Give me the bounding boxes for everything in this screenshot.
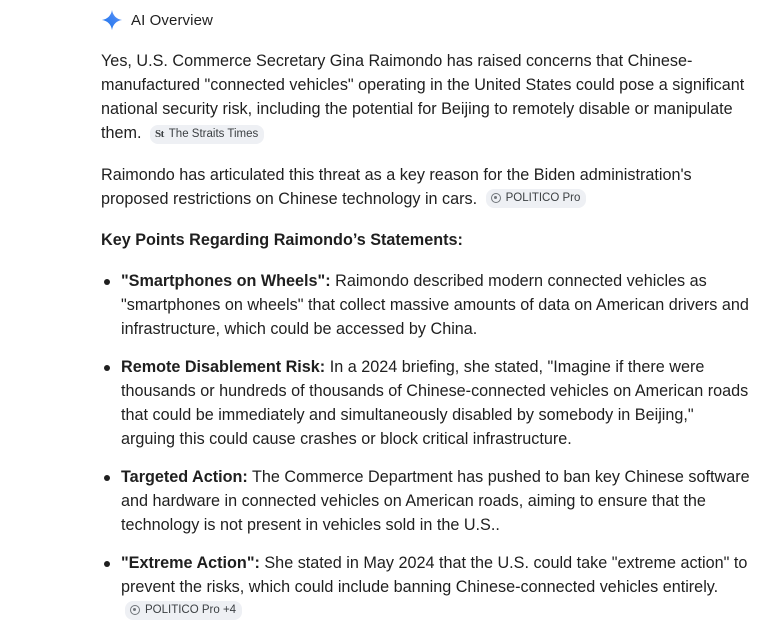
point-title: Targeted Action: [121, 468, 248, 486]
point-title: "Smartphones on Wheels": [121, 272, 331, 290]
intro-text: Yes, U.S. Commerce Secretary Gina Raimondo has raised concerns that Chinese-manufactured "connected vehicles" operating in the United States could pose a significant national security risk, including the potential for Beijing to remotely disable or manipulate them. [101, 52, 745, 142]
source-chip-label: POLITICO Pro +4 [145, 603, 237, 616]
second-paragraph [101, 163, 751, 211]
point-text: Raimondo described modern connected vehicles as "smartphones on wheels" that collect massive amounts of data on American drivers and infrastructure, which could be accessed by China. [121, 272, 749, 338]
point-text: In a 2024 briefing, she stated, "Imagine if there were thousands or hundreds of thousands of Chinese-connected vehicles on American roads that could be immediately and simultaneously disabled by somebody in Beijing," arguing this could cause crashes or block critical infrastructure. [121, 358, 749, 448]
source-chip-label: POLITICO Pro [505, 191, 581, 204]
list-item [101, 269, 751, 341]
source-chip-politico-more[interactable] [125, 601, 242, 620]
list-item [101, 355, 751, 451]
point-text: The Commerce Department has pushed to ban key Chinese software and hardware in connected vehicles on American roads, aiming to ensure that the technology is not present in vehicles sold in the U.S.. [121, 468, 750, 534]
second-text: Raimondo has articulated this threat as a key reason for the Biden administration's proposed restrictions on Chinese technology in cars. [101, 166, 692, 208]
intro-paragraph [101, 49, 751, 145]
source-chip-politico[interactable] [486, 189, 587, 208]
bullet-icon [104, 475, 110, 481]
key-points-list [101, 269, 751, 637]
sparkle-icon [101, 9, 123, 31]
point-title: "Extreme Action": [121, 554, 260, 572]
list-item [101, 465, 751, 537]
politico-logo-icon [491, 193, 501, 203]
point-title: Remote Disablement Risk: [121, 358, 326, 376]
bullet-icon [104, 561, 110, 567]
key-points-heading: Key Points Regarding Raimondo’s Statements: [101, 231, 463, 249]
point-text: She stated in May 2024 that the U.S. could take "extreme action" to prevent the risks, which could include banning Chinese-connected vehicles entirely. [121, 554, 748, 596]
bullet-icon [104, 279, 110, 285]
source-chip-straits-times[interactable] [150, 125, 264, 144]
politico-logo-icon [130, 605, 140, 615]
source-chip-label: The Straits Times [168, 128, 259, 140]
ai-overview-header [101, 8, 213, 32]
list-item [101, 551, 751, 623]
ai-overview-title: AI Overview [131, 11, 213, 29]
straits-times-logo-icon: St [155, 128, 164, 140]
bullet-icon [104, 365, 110, 371]
